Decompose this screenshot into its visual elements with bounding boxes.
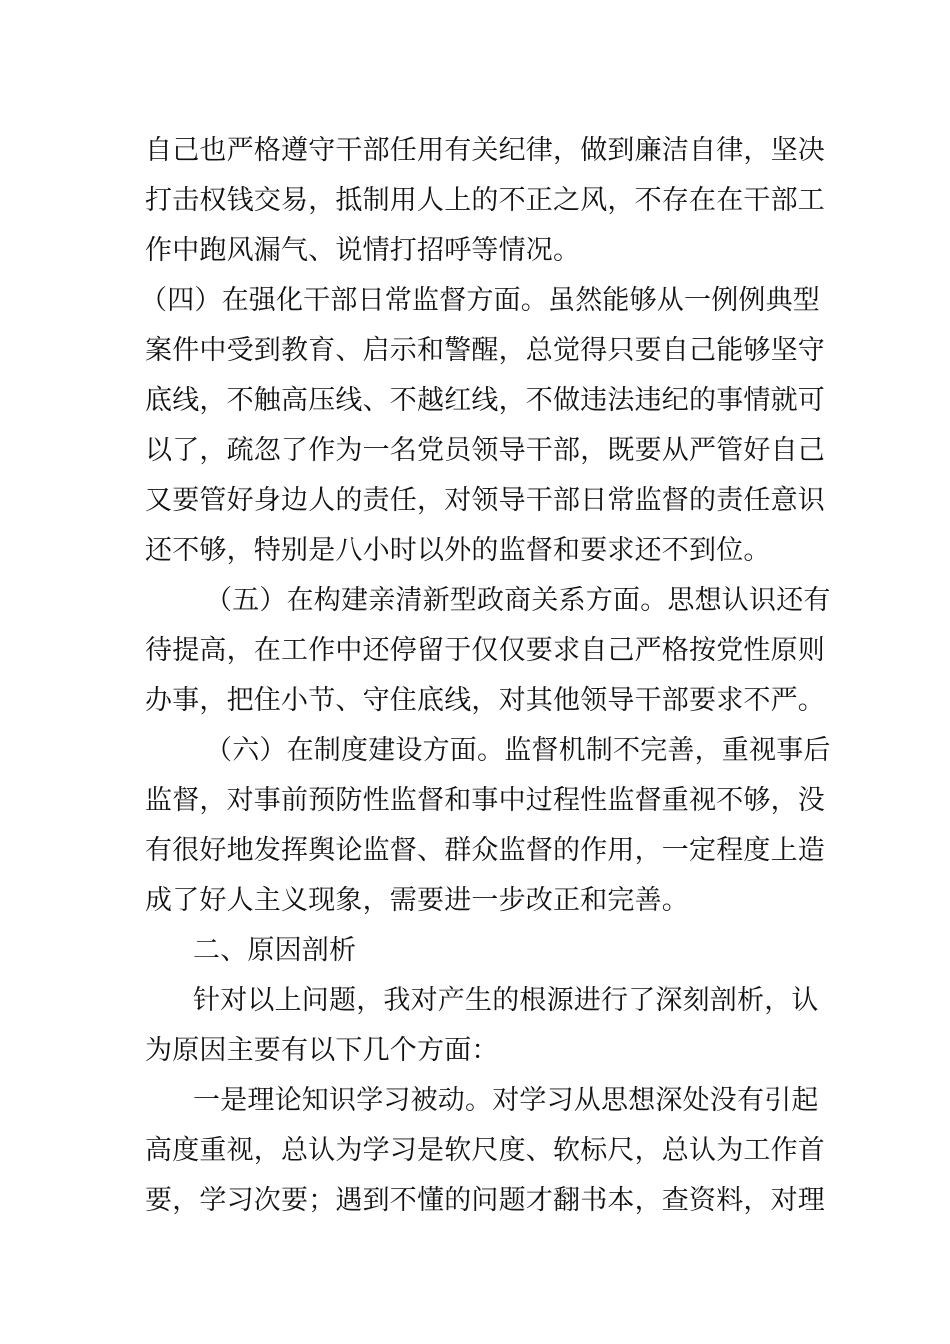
section-heading: 二、原因剖析 [193,935,357,966]
text-line: 要，学习次要；遇到不懂的问题才翻书本，查资料，对理 [145,1185,825,1216]
text-line: 自己也严格遵守干部任用有关纪律，做到廉洁自律，坚决 [145,135,825,166]
text-line: 作中跑风漏气、说情打招呼等情况。 [145,235,581,266]
text-line: （六）在制度建设方面。监督机制不完善，重视事后 [205,735,831,766]
text-line: 案件中受到教育、启示和警醒，总觉得只要自己能够坚守 [145,335,825,366]
text-line: 又要管好身边人的责任，对领导干部日常监督的责任意识 [145,485,825,516]
text-line: 监督，对事前预防性监督和事中过程性监督重视不够，没 [145,785,825,816]
text-line: 为原因主要有以下几个方面： [145,1035,499,1066]
text-line: 打击权钱交易，抵制用人上的不正之风，不存在在干部工 [145,185,825,216]
text-line: 高度重视，总认为学习是软尺度、软标尺，总认为工作首 [145,1135,825,1166]
text-line: 一是理论知识学习被动。对学习从思想深处没有引起 [193,1085,819,1116]
text-line: 待提高，在工作中还停留于仅仅要求自己严格按党性原则 [145,635,825,666]
text-line: 成了好人主义现象，需要进一步改正和完善。 [145,885,689,916]
text-line: 针对以上问题，我对产生的根源进行了深刻剖析，认 [193,985,819,1016]
text-line: 底线，不触高压线、不越红线，不做违法违纪的事情就可 [145,385,825,416]
text-line: 还不够，特别是八小时以外的监督和要求还不到位。 [145,535,771,566]
text-line: 有很好地发挥舆论监督、群众监督的作用，一定程度上造 [145,835,825,866]
text-line: 以了，疏忽了作为一名党员领导干部，既要从严管好自己 [145,435,825,466]
text-line: （五）在构建亲清新型政商关系方面。思想认识还有 [205,585,831,616]
text-line: 办事，把住小节、守住底线，对其他领导干部要求不严。 [145,685,825,716]
text-line: （四）在强化干部日常监督方面。虽然能够从一例例典型 [140,285,820,316]
